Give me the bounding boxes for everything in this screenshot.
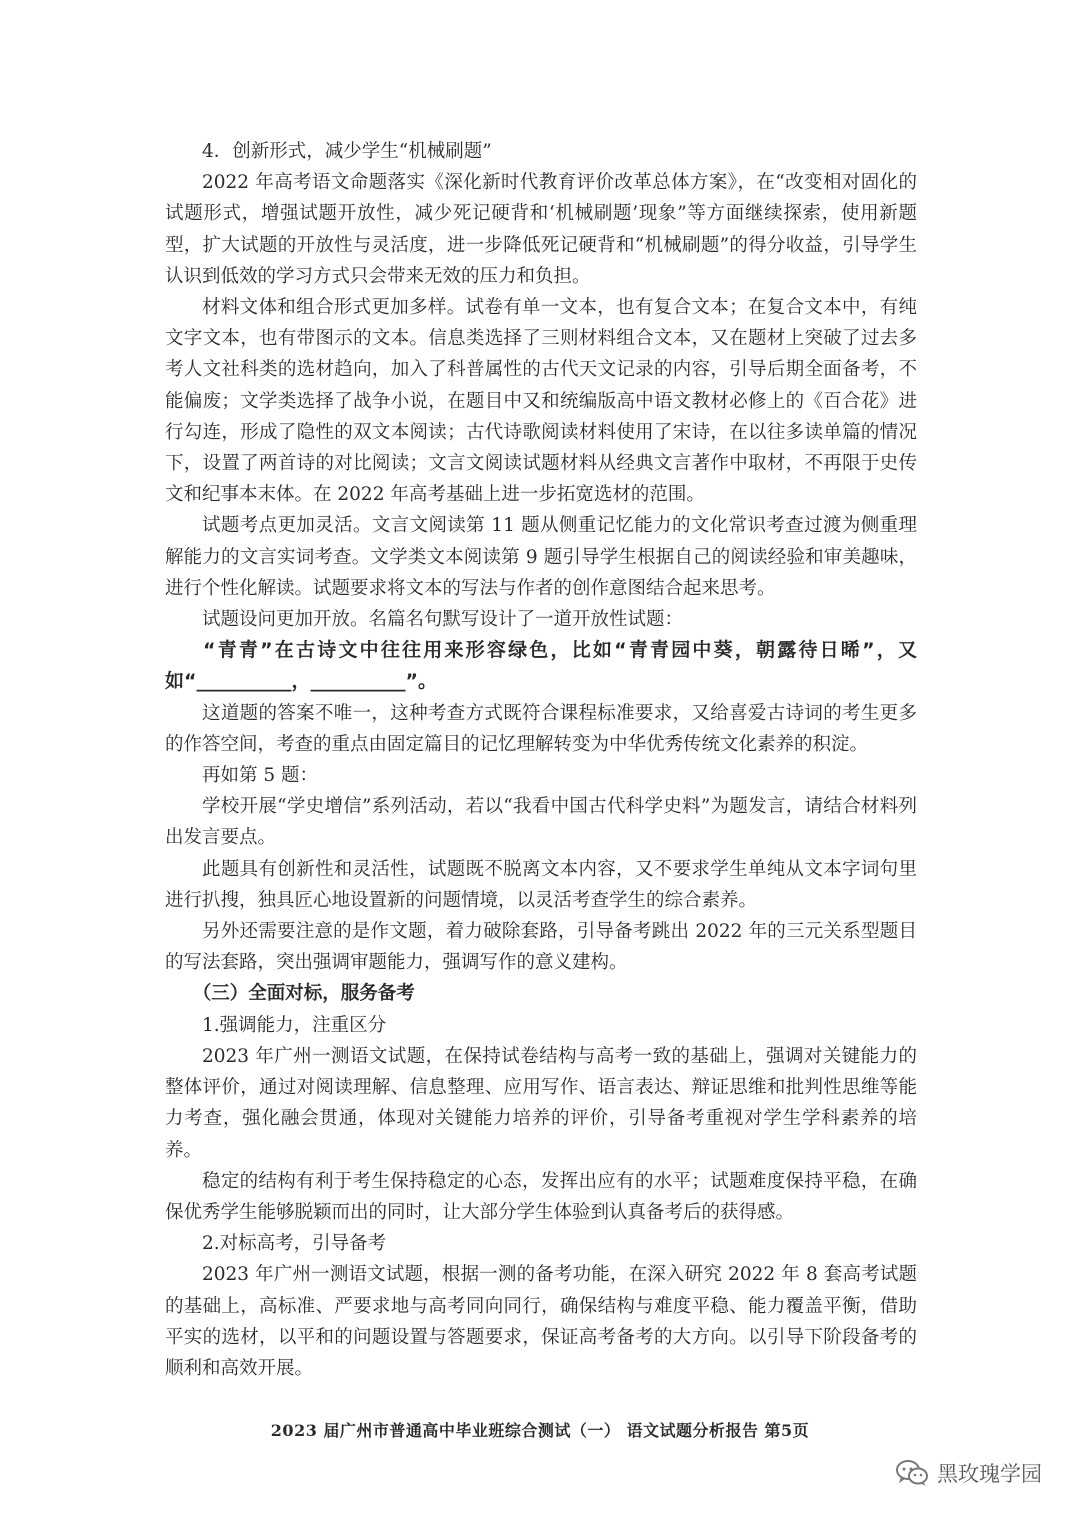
paragraph: 2023 年广州一测语文试题，在保持试卷结构与高考一致的基础上，强调对关键能力的整体评价，通过对阅读理解、信息整理、应用写作、语言表达、辩证思维和批判性思维等能力考查，强化融会贯通，体现对关键能力培养的评价，引导备考重视对学生学科素养的培养。 [165, 1045, 917, 1161]
paragraph: 此题具有创新性和灵活性，试题既不脱离文本内容，又不要求学生单纯从文本字词句里进行扒搜，独具匠心地设置新的问题情境，以灵活考查学生的综合素养。 [165, 858, 917, 911]
subheading-1: 1.强调能力，注重区分 [202, 1014, 387, 1036]
paragraph: 试题考点更加灵活。文言文阅读第 11 题从侧重记忆能力的文化常识考查过渡为侧重理解能力的文言实词考查。文学类文本阅读第 9 题引导学生根据自己的阅读经验和审美趣味，进行个性化解读。试题要求将文本的写法与作者的创作意图结合起来思考。 [165, 515, 917, 599]
paragraph: 试题设问更加开放。名篇名句默写设计了一道开放性试题： [202, 609, 684, 631]
paragraph: 2023 年广州一测语文试题，根据一测的备考功能，在深入研究 2022 年 8 套高考试题的基础上，高标准、严要求地与高考同向同行，确保结构与难度平稳、能力覆盖平衡，借助平实的选材，以平和的问题设置与答题要求，保证高考备考的大方向。以引导下阶段备考的顺利和高效开展。 [165, 1264, 917, 1379]
page-footer: 2023 届广州市普通高中毕业班综合测试（一） 语文试题分析报告 第5页 [270, 1421, 810, 1440]
watermark-text: 黑玫瑰学园 [937, 1462, 1042, 1486]
wechat-icon [895, 1458, 929, 1488]
report-body [165, 136, 917, 1384]
paragraph: 再如第 5 题： [202, 765, 319, 787]
paragraph: 材料文体和组合形式更加多样。试卷有单一文本，也有复合文本；在复合文本中，有纯文字文本，也有带图示的文本。信息类选择了三则材料组合文本，又在题材上突破了过去多考人文社科类的选材趋向，加入了科普属性的古代天文记录的内容，引导后期全面备考，不能偏废；文学类选择了战争小说，在题目中又和统编版高中语文教材必修上的《百合花》进行勾连，形成了隐性的双文本阅读；古代诗歌阅读材料使用了宋诗，在以往多读单篇的情况下，设置了两首诗的对比阅读；文言文阅读试题材料从经典文言著作中取材，不再限于史传文和纪事本末体。在 2022 年高考基础上进一步拓宽选材的范围。 [165, 297, 917, 506]
paragraph: 另外还需要注意的是作文题，着力破除套路，引导备考跳出 2022 年的三元关系型题目的写法套路，突出强调审题能力，强调写作的意义建构。 [165, 921, 917, 974]
section-heading-innovation: 4．创新形式，减少学生“机械刷题” [202, 141, 492, 162]
paragraph: 这道题的答案不唯一，这种考查方式既符合课程标准要求，又给喜爱古诗词的考生更多的作答空间，考查的重点由固定篇目的记忆理解转变为中华优秀传统文化素养的积淀。 [165, 702, 917, 755]
watermark [895, 1458, 1042, 1488]
exam-question-text: 学校开展“学史增信”系列活动，若以“我看中国古代科学史料”为题发言，请结合材料列出发言要点。 [165, 796, 917, 849]
paragraph: 稳定的结构有利于考生保持稳定的心态，发挥出应有的水平；试题难度保持平稳，在确保优秀学生能够脱颖而出的同时，让大部分学生体验到认真备考后的获得感。 [165, 1170, 917, 1223]
section-heading-3: （三）全面对标，服务备考 [192, 983, 415, 1005]
exam-question-quote: “青青”在古诗文中往往用来形容绿色，比如“青青园中葵，朝露待日晞”，又如“__________，__________”。 [165, 639, 917, 693]
paragraph: 2022 年高考语文命题落实《深化新时代教育评价改革总体方案》，在“改变相对固化的试题形式，增强试题开放性，减少死记硬背和‘机械刷题’现象”等方面继续探索，使用新题型，扩大试题的开放性与灵活度，进一步降低死记硬背和“机械刷题”的得分收益，引导学生认识到低效的学习方式只会带来无效的压力和负担。 [165, 172, 917, 287]
subheading-2: 2.对标高考，引导备考 [202, 1233, 387, 1255]
